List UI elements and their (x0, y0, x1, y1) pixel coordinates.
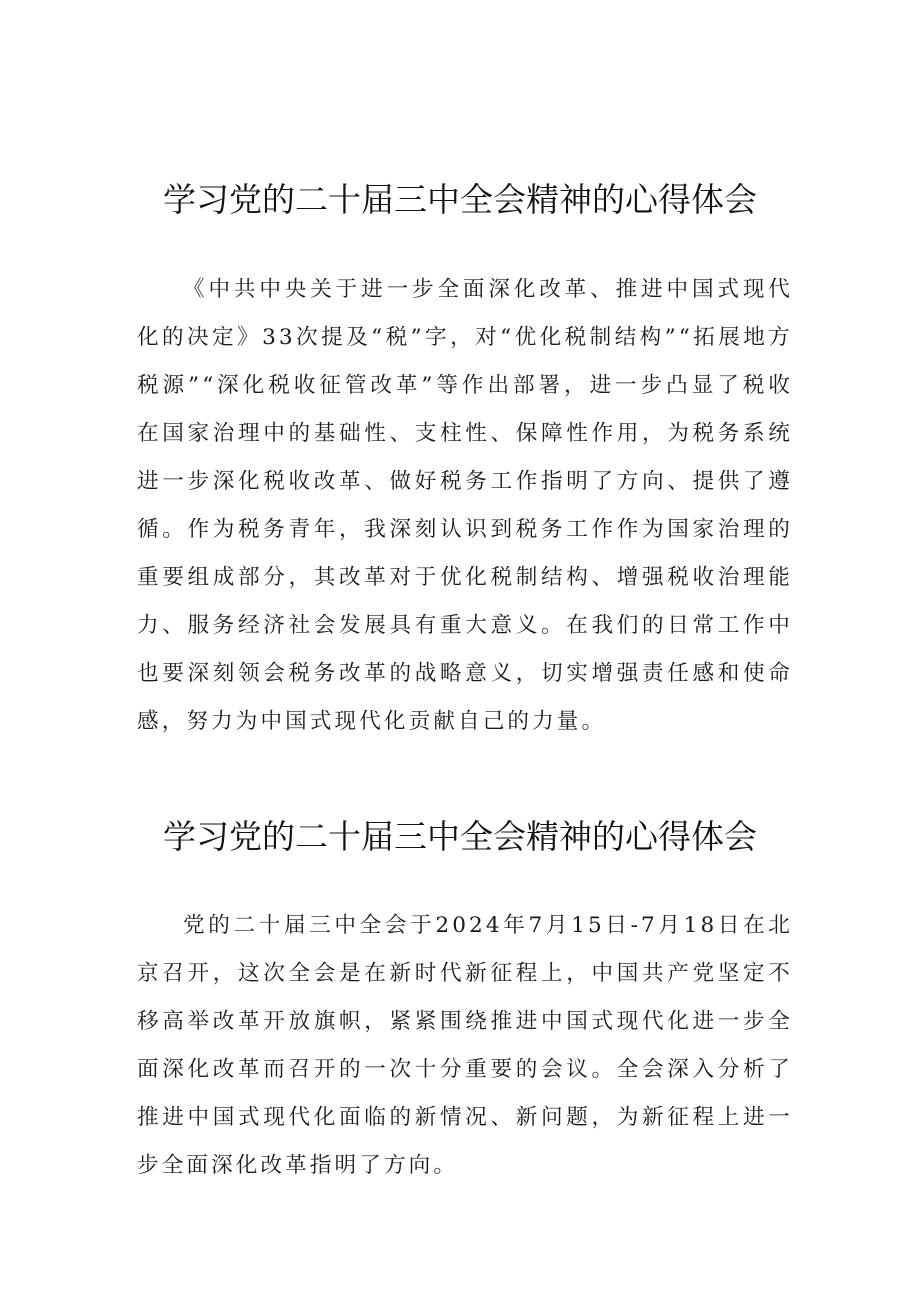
section-1-paragraph: 《中共中央关于进一步全面深化改革、推进中国式现代化的决定》33次提及“税”字，对“优化税制结构”“拓展地方税源”“深化税收征管改革”等作出部署，进一步凸显了税收在国家治理中的基础性、支柱性、保障性作用，为税务系统进一步深化税收改革、做好税务工作指明了方向、提供了遵循。作为税务青年，我深刻认识到税务工作作为国家治理的重要组成部分，其改革对于优化税制结构、增强税收治理能力、服务经济社会发展具有重大意义。在我们的日常工作中也要深刻领会税务改革的战略意义，切实增强责任感和使命感，努力为中国式现代化贡献自己的力量。 (137, 277, 793, 734)
section-1-title: 学习党的二十届三中全会精神的心得体会 (163, 180, 757, 219)
section-2-paragraph: 党的二十届三中全会于2024年7月15日-7月18日在北京召开，这次全会是在新时代新征程上，中国共产党坚定不移高举改革开放旗帜，紧紧围绕推进中国式现代化进一步全面深化改革而召开的一次十分重要的会议。全会深入分析了推进中国式现代化面临的新情况、新问题，为新征程上进一步全面深化改革指明了方向。 (137, 913, 793, 1178)
section-2-title: 学习党的二十届三中全会精神的心得体会 (163, 817, 757, 856)
